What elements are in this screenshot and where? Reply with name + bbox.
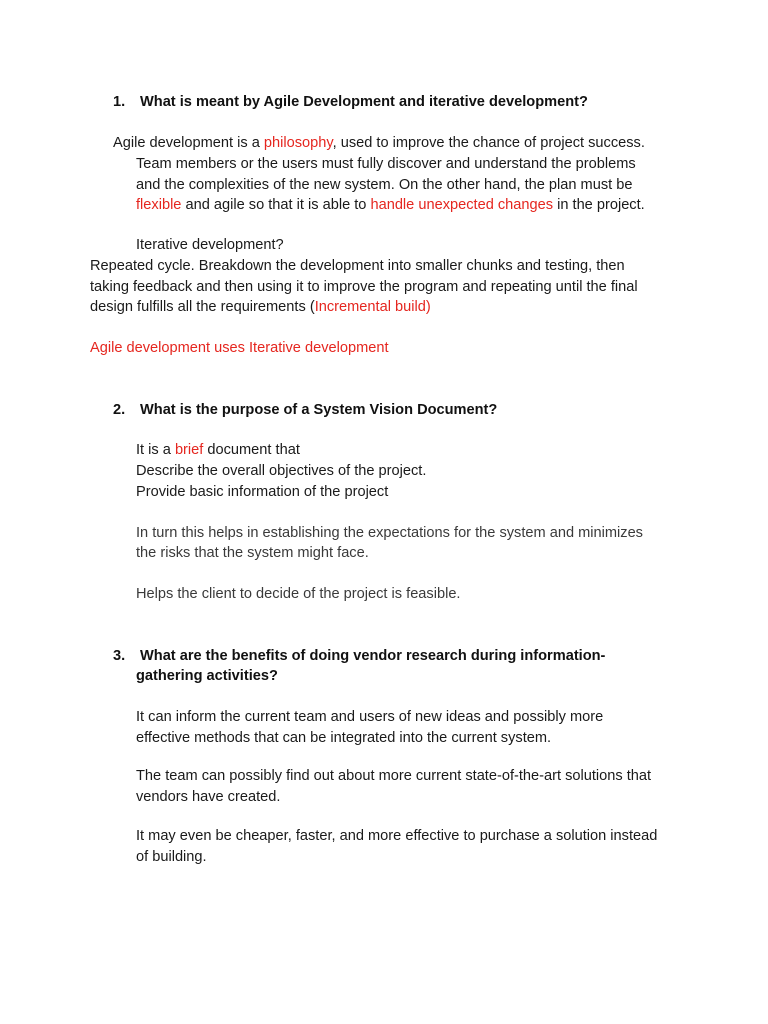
- question-1-heading: [113, 92, 588, 113]
- question-1-answer-line-3: and the complexities of the new system. On the other hand, the plan must be: [136, 177, 633, 193]
- question-3-para-1-line-1: It can inform the current team and users of new ideas and possibly more: [136, 709, 604, 725]
- iterative-line-1: Repeated cycle. Breakdown the development into smaller chunks and testing, then: [90, 258, 625, 274]
- question-2-text: What is the purpose of a System Vision Document?: [140, 402, 498, 418]
- answer-text: It is a: [136, 442, 175, 458]
- question-1-number: 1.: [113, 94, 126, 110]
- question-3-number: 3.: [113, 648, 126, 664]
- highlight-incremental-build: Incremental build): [314, 299, 431, 315]
- question-3-text-line-1: What are the benefits of doing vendor research during information-: [140, 648, 606, 664]
- highlight-flexible: flexible: [136, 197, 182, 213]
- question-1-conclusion: Agile development uses Iterative development: [90, 340, 389, 356]
- iterative-line-3: [90, 297, 431, 318]
- highlight-handle-changes: handle unexpected changes: [370, 197, 554, 213]
- question-2-answer-line-2: Describe the overall objectives of the project.: [136, 463, 427, 479]
- question-2-answer-line-3: Provide basic information of the project: [136, 484, 389, 500]
- question-2-para-1-line-2: the risks that the system might face.: [136, 545, 369, 561]
- answer-text: Agile development is a: [113, 135, 264, 151]
- question-3-para-2-line-2: vendors have created.: [136, 789, 281, 805]
- question-3-heading: [113, 646, 605, 667]
- question-3-para-1-line-2: effective methods that can be integrated into the current system.: [136, 730, 552, 746]
- question-2-para-1-line-1: In turn this helps in establishing the expectations for the system and minimizes: [136, 525, 643, 541]
- answer-text: and agile so that it is able to: [181, 197, 371, 213]
- question-3-text-line-2: gathering activities?: [136, 668, 278, 684]
- answer-text: in the project.: [553, 197, 645, 213]
- question-2-answer-line-1: [136, 440, 300, 461]
- question-1-answer-line-2: Team members or the users must fully discover and understand the problems: [136, 156, 636, 172]
- answer-text: design fulfills all the requirements (: [90, 299, 315, 315]
- highlight-philosophy: philosophy: [263, 135, 333, 151]
- question-1-answer-line-1: [113, 133, 645, 154]
- question-1-text: What is meant by Agile Development and iterative development?: [140, 94, 588, 110]
- answer-text: document that: [203, 442, 300, 458]
- question-2-heading: [113, 400, 497, 421]
- question-3-para-3-line-1: It may even be cheaper, faster, and more effective to purchase a solution instead: [136, 828, 658, 844]
- question-3-para-3-line-2: of building.: [136, 849, 207, 865]
- iterative-line-2: taking feedback and then using it to improve the program and repeating until the final: [90, 279, 638, 295]
- question-1-answer-line-4: [136, 195, 645, 216]
- question-2-para-2: Helps the client to decide of the project is feasible.: [136, 586, 461, 602]
- iterative-heading: Iterative development?: [136, 237, 284, 253]
- question-2-number: 2.: [113, 402, 126, 418]
- question-3-para-2-line-1: The team can possibly find out about more current state-of-the-art solutions that: [136, 768, 652, 784]
- answer-text: , used to improve the chance of project success.: [332, 135, 645, 151]
- highlight-brief: brief: [174, 442, 204, 458]
